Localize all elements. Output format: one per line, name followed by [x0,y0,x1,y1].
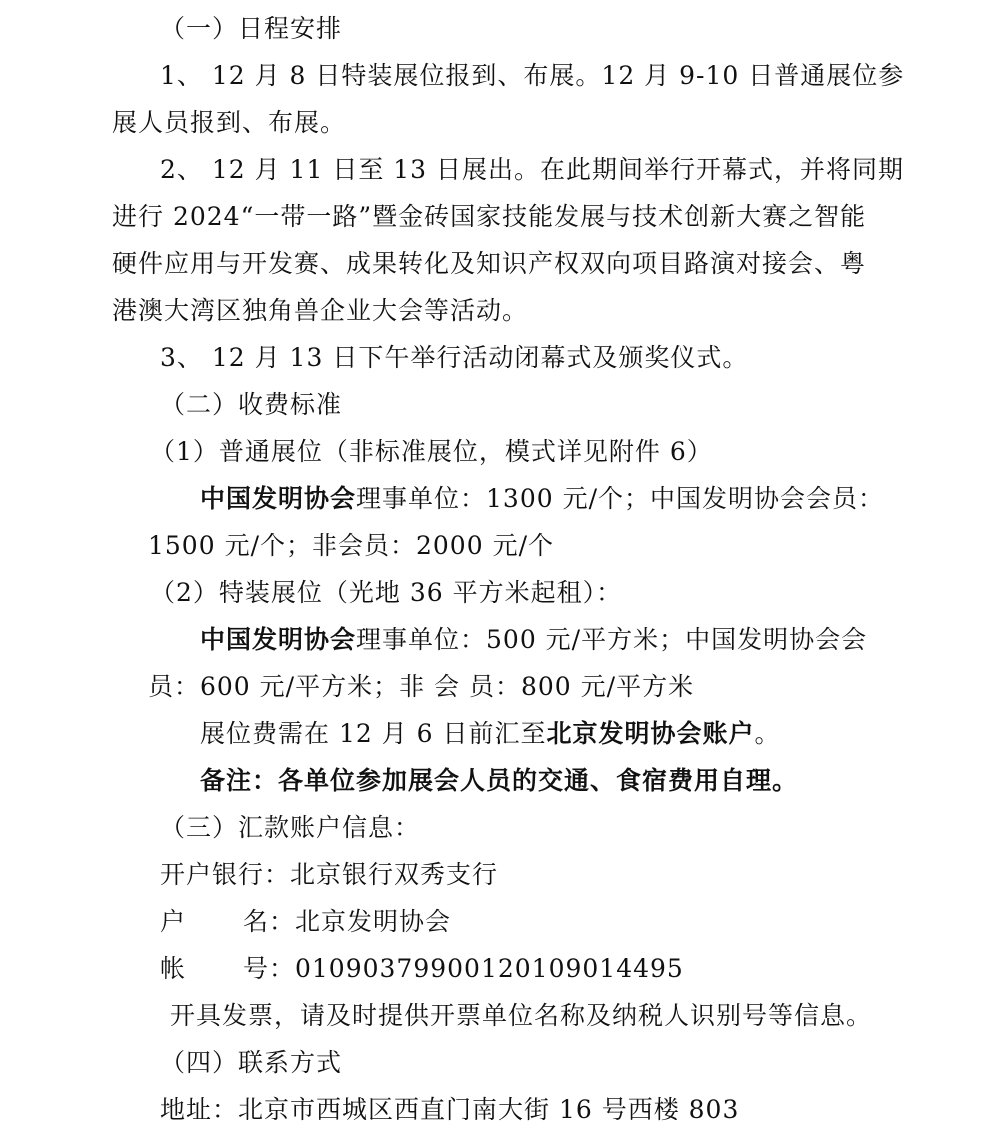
schedule-item-1: 1、 12 月 8 日特装展位报到、布展。12 月 9-10 日普通展位参 [160,61,905,90]
account-number-value: 号：01090379900120109014495 [243,954,684,983]
section-heading-schedule: （一）日程安排 [160,14,343,43]
account-number-label: 帐 [160,954,187,983]
fee-standard-rates: 理事单位：1300 元/个；中国发明协会会员： [356,484,885,513]
fee-payment-suffix: 。 [754,719,781,748]
fee-payment-prefix: 展位费需在 12 月 6 日前汇至 [200,719,547,748]
fee-standard-booth-title: （1）普通展位（非标准展位，模式详见附件 6） [150,437,713,466]
fee-note: 备注：各单位参加展会人员的交通、食宿费用自理。 [200,766,799,795]
section-heading-account: （三）汇款账户信息： [160,813,421,842]
org-name-bold: 中国发明协会 [200,484,357,513]
org-name-bold: 中国发明协会 [200,625,357,654]
section-heading-fees: （二）收费标准 [160,390,343,419]
fee-special-rates: 理事单位：500 元/平方米；中国发明协会会 [356,625,868,654]
schedule-item-2: 2、 12 月 11 日至 13 日展出。在此期间举行开幕式，并将同期 [160,155,905,184]
schedule-item-1-cont: 展人员报到、布展。 [112,108,347,137]
section-heading-contact: （四）联系方式 [160,1048,343,1077]
fee-special-booth-cont: 员：600 元/平方米；非 会 员：800 元/平方米 [148,672,695,701]
schedule-item-3: 3、 12 月 13 日下午举行活动闭幕式及颁奖仪式。 [160,343,749,372]
contact-address: 地址：北京市西城区西直门南大街 16 号西楼 803 [160,1095,740,1124]
fee-special-booth-line [200,623,867,657]
schedule-item-2-cont-1: 进行 2024“一带一路”暨金砖国家技能发展与技术创新大赛之智能 [112,202,867,231]
fee-payment-account: 北京发明协会账户 [546,719,755,748]
invoice-notice: 开具发票，请及时提供开票单位名称及纳税人识别号等信息。 [170,1001,873,1030]
fee-standard-booth-line [200,482,884,516]
fee-payment-deadline [200,717,781,751]
schedule-item-2-cont-2: 硬件应用与开发赛、成果转化及知识产权双向项目路演对接会、粤 [112,249,867,278]
fee-standard-booth-cont: 1500 元/个；非会员：2000 元/个 [148,531,554,560]
account-name-label: 户 [160,907,187,936]
account-name-value: 名：北京发明协会 [243,907,452,936]
fee-special-booth-title: （2）特装展位（光地 36 平方米起租）： [150,578,623,607]
schedule-item-2-cont-3: 港澳大湾区独角兽企业大会等活动。 [112,296,529,325]
account-bank: 开户银行：北京银行双秀支行 [160,860,499,889]
